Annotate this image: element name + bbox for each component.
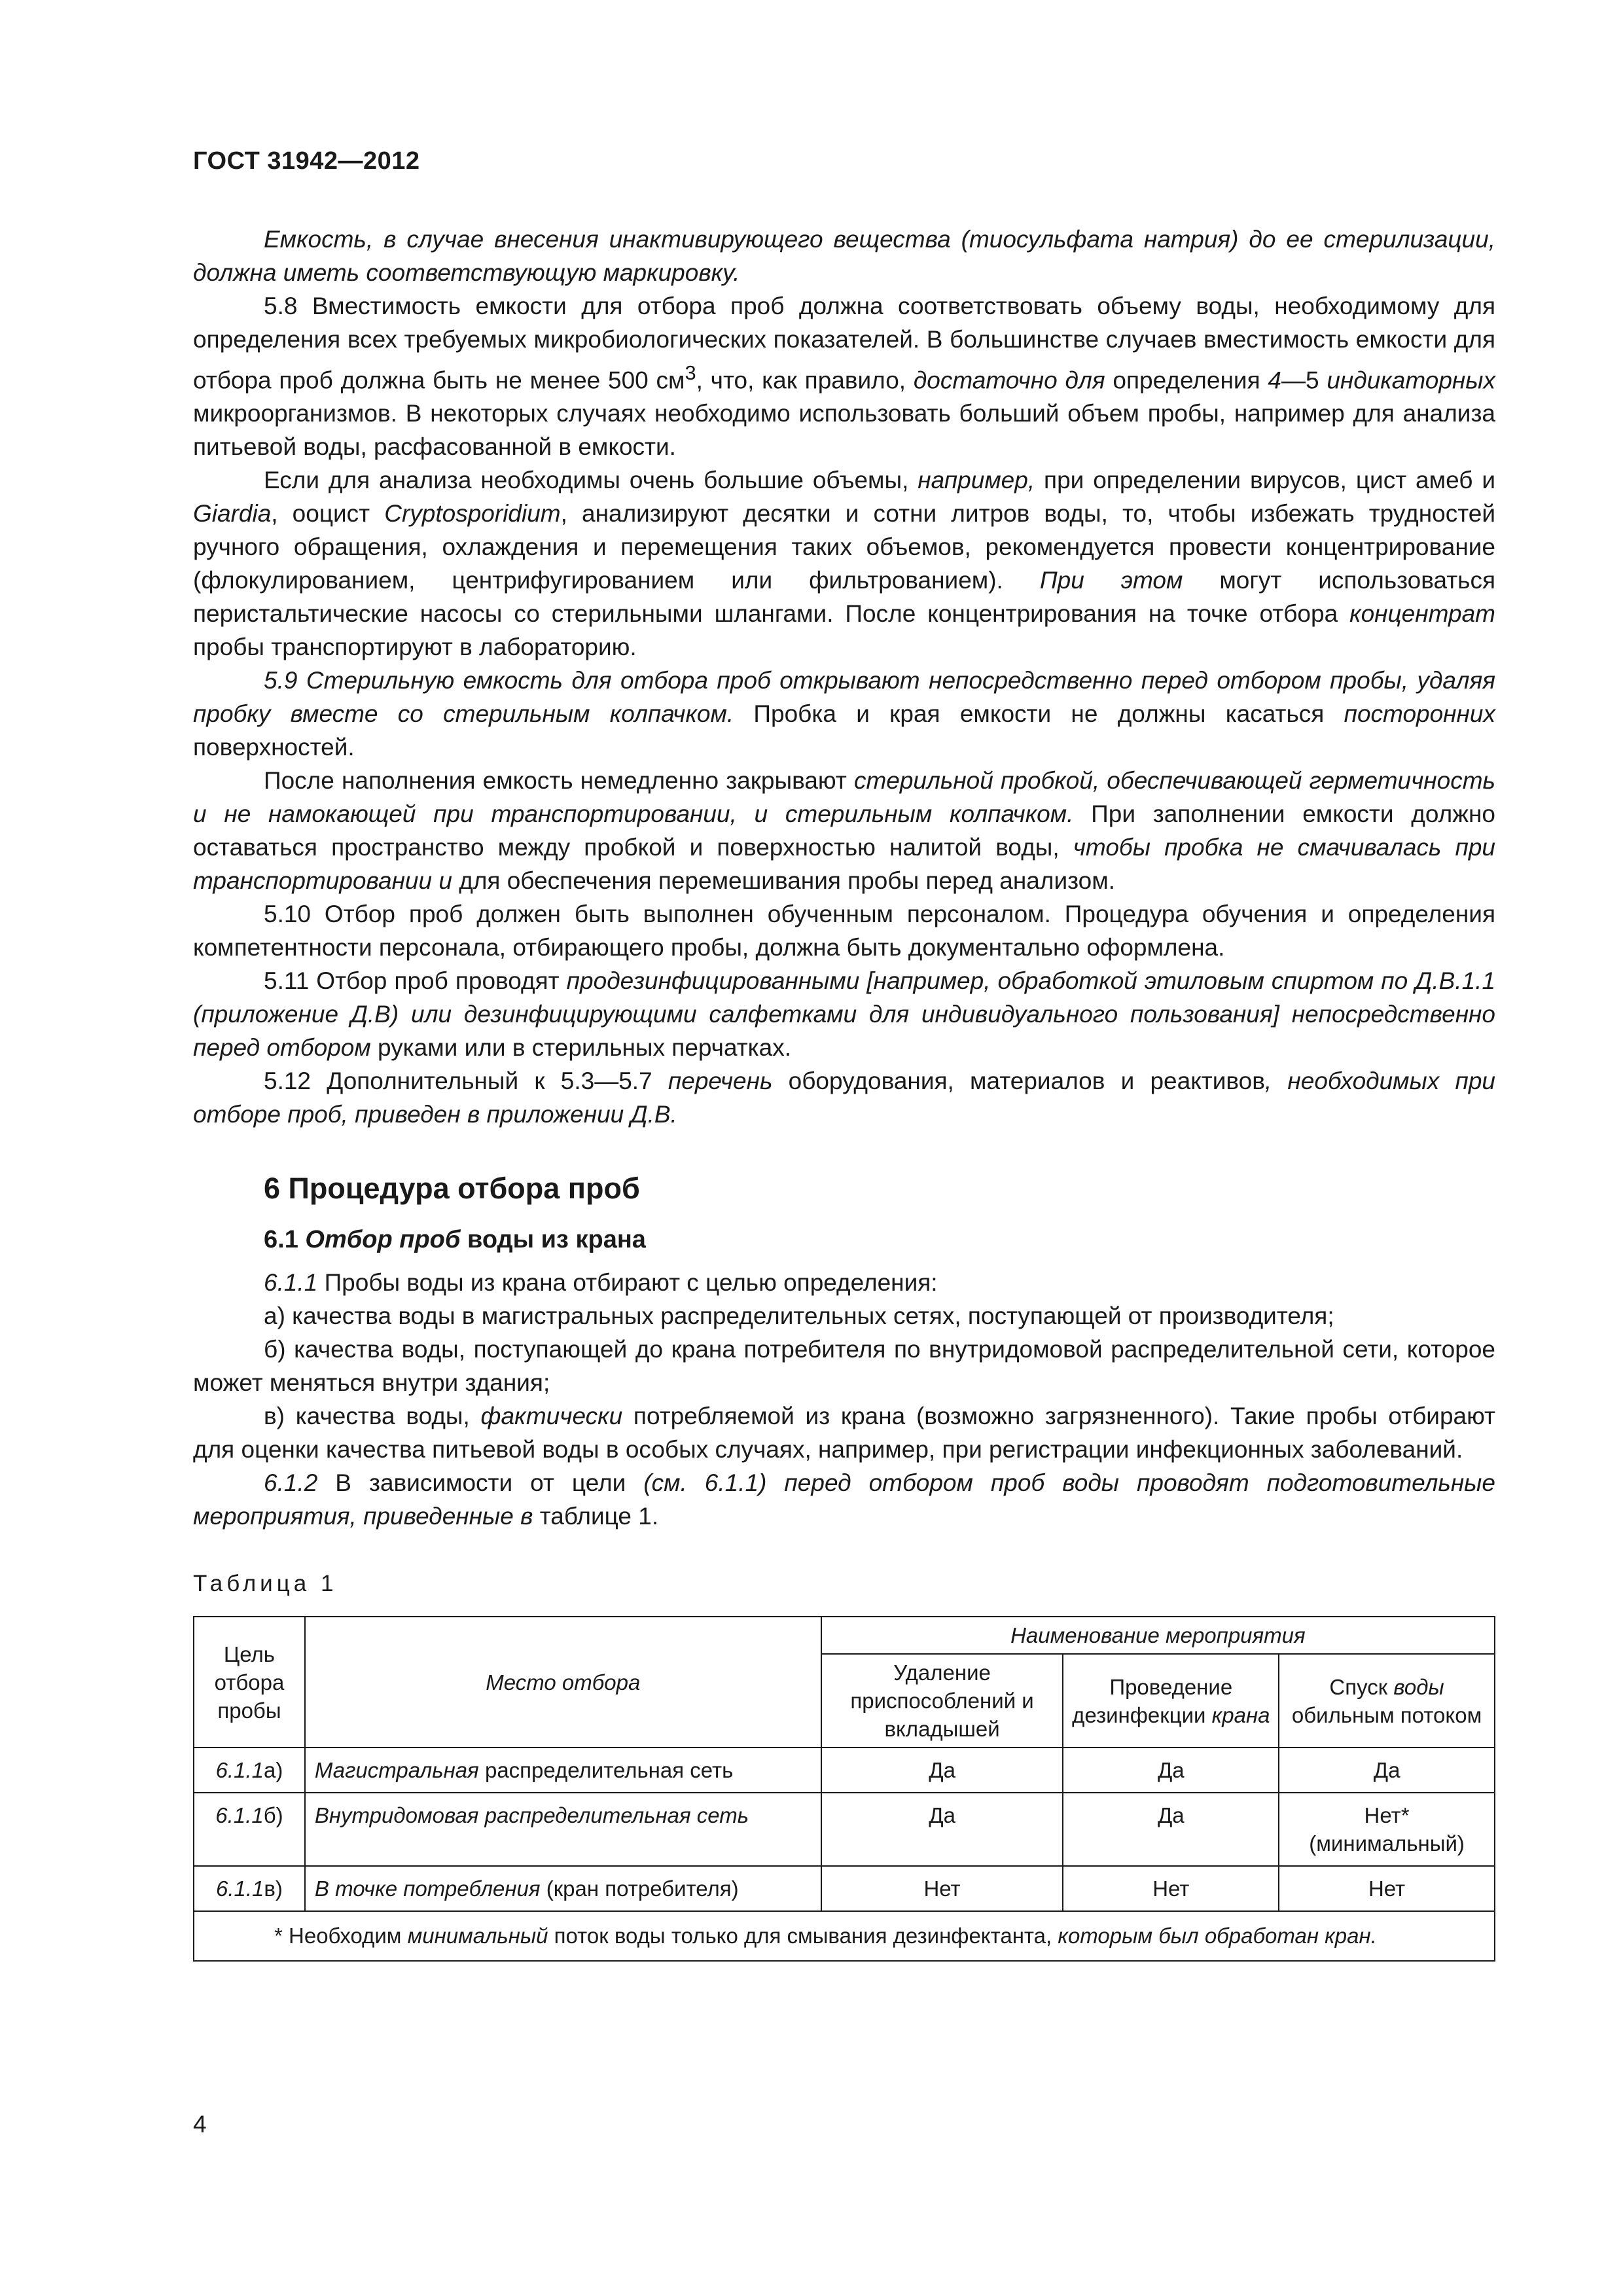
paragraph: 5.12 Дополнительный к 5.3—5.7 перечень оборудования, материалов и реактивов, необходимых при отборе проб, приведен в приложении Д.В.	[193, 1067, 1495, 1128]
section-heading: 6 Процедура отбора проб	[264, 1172, 640, 1206]
cell-place: Магистральная распределительная сеть	[305, 1748, 821, 1793]
subsection-heading: 6.1 Отбор проб воды из крана	[264, 1226, 646, 1254]
document-header: ГОСТ 31942—2012	[193, 147, 420, 175]
cell-disinfect: Да	[1063, 1748, 1279, 1793]
header-goal: Цель отбора пробы	[194, 1617, 305, 1748]
cell-flush: Нет* (минимальный)	[1279, 1793, 1495, 1866]
cell-flush: Нет	[1279, 1866, 1495, 1911]
header-remove: Удаление приспособлений и вкладышей	[821, 1654, 1063, 1748]
paragraph: 5.8 Вместимость емкости для отбора проб должна соответствовать объему воды, необходимому для определения всех требуемых микробиологических показателей. В большинстве случаев вместимость емкости для отбора проб должна быть не менее 500 $см^3$, что, как правило, достаточно для определения 4—5 индикаторных микроорганизмов. В некоторых случаях необходимо использовать больший объем пробы, например для анализа питьевой воды, расфасованной в емкости.	[193, 293, 1495, 461]
cell-goal: 6.1.1б)	[194, 1793, 305, 1866]
cell-remove: Да	[821, 1748, 1063, 1793]
cell-remove: Нет	[821, 1866, 1063, 1911]
paragraph: После наполнения емкость немедленно закрывают стерильной пробкой, обеспечивающей герметичность и не намокающей при транспортировании, и стерильным колпачком. При заполнении емкости должно оставаться пространство между пробкой и поверхностью налитой воды, чтобы пробка не смачивалась при транспортировании и для обеспечения перемешивания пробы перед анализом.	[193, 767, 1495, 895]
measures-table	[193, 1616, 1495, 1962]
table-footnote-row	[194, 1911, 1495, 1961]
header-disinfect: Проведение дезинфекции крана	[1063, 1654, 1279, 1748]
cell-goal: 6.1.1в)	[194, 1866, 305, 1911]
table-row	[194, 1793, 1495, 1866]
paragraph: 5.10 Отбор проб должен быть выполнен обученным персоналом. Процедура обучения и определения компетентности персонала, отбирающего пробы, должна быть документально оформлена.	[193, 901, 1495, 961]
list-item: а) качества воды в магистральных распределительных сетях, поступающей от производителя;	[264, 1302, 1334, 1330]
list-item: в) качества воды, фактически потребляемой из крана (возможно загрязненного). Такие пробы отбирают для оценки качества питьевой воды в особых случаях, например, при регистрации инфекционных заболеваний.	[193, 1403, 1496, 1463]
paragraph: 6.1.1 Пробы воды из крана отбирают с целью определения:	[264, 1269, 938, 1297]
page-number: 4	[193, 2111, 207, 2138]
table-row	[194, 1748, 1495, 1793]
cell-remove: Да	[821, 1793, 1063, 1866]
table-row	[194, 1866, 1495, 1911]
cell-disinfect: Нет	[1063, 1866, 1279, 1911]
paragraph: 5.11 Отбор проб проводят продезинфицированными [например, обработкой этиловым спиртом по Д.В.1.1 (приложение Д.В) или дезинфицирующими салфетками для индивидуального пользования] непосредственно перед отбором руками или в стерильных перчатках.	[193, 967, 1496, 1062]
paragraph: Емкость, в случае внесения инактивирующего вещества (тиосульфата натрия) до ее стерилизации, должна иметь соответствующую маркировку.	[193, 226, 1495, 286]
cell-place: Внутридомовая распределительная сеть	[305, 1793, 821, 1866]
table-footnote	[194, 1911, 1495, 1961]
cell-goal: 6.1.1а)	[194, 1748, 305, 1793]
cell-flush: Да	[1279, 1748, 1495, 1793]
header-place: Место отбора	[305, 1617, 821, 1748]
table-caption: Таблица 1	[193, 1571, 338, 1597]
paragraph: Если для анализа необходимы очень большие объемы, например, при определении вирусов, цист амеб и Giardia, ооцист Cryptosporidium, анализируют десятки и сотни литров воды, то, чтобы избежать трудностей ручного обращения, охлаждения и перемещения таких объемов, рекомендуется провести концентрирование (флокулированием, центрифугированием или фильтрованием). При этом могут использоваться перистальтические насосы со стерильными шлангами. После концентрирования на точке отбора концентрат пробы транспортируют в лабораторию.	[193, 467, 1496, 661]
header-flush: Спуск воды обильным потоком	[1279, 1654, 1495, 1748]
table-footnote-text: * Необходим минимальный поток воды только для смывания дезинфектанта, которым был обработан кран.	[274, 1924, 1377, 1948]
document-body	[193, 223, 1495, 1962]
header-measures: Наименование мероприятия	[821, 1617, 1495, 1654]
paragraph: 6.1.2 В зависимости от цели (см. 6.1.1) перед отбором проб воды проводят подготовительные мероприятия, приведенные в таблице 1.	[193, 1469, 1495, 1530]
cell-disinfect: Да	[1063, 1793, 1279, 1866]
paragraph: 5.9 Стерильную емкость для отбора проб открывают непосредственно перед отбором пробы, удаляя пробку вместе со стерильным колпачком. Пробка и края емкости не должны касаться посторонних поверхностей.	[193, 667, 1495, 761]
list-item: б) качества воды, поступающей до крана потребителя по внутридомовой распределительной сети, которое может меняться внутри здания;	[193, 1336, 1495, 1397]
cell-place: В точке потребления (кран потребителя)	[305, 1866, 821, 1911]
